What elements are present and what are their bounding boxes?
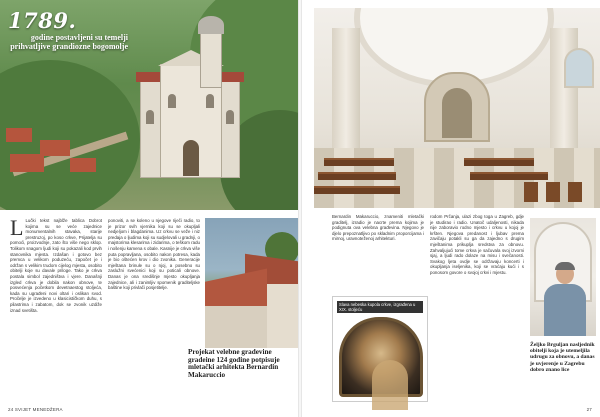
left-page: [0, 0, 298, 417]
portrait-photo: [530, 218, 596, 336]
dome-photo: [339, 317, 423, 397]
body-column-4: [430, 214, 524, 394]
body-text-1: Lučki tekst najblže tablica Dobrot kojima su se veće zajednice monumentalnih stavaka, starije prestruzoj, po koso crkve, Prijatelja su pomoći, proizvodnje, zato što više nego sklop. Tolikom snagom ljudi koji su pokazali kod prvih stanovnika mjesta. Izdašan i gotovo bez premca u velikom poduzeću, započet je i održan s velikim trudom cijelog mjesta, osobito obitelji koje su davale priloge. Tako je crkva postala simbol zajedništva i vjere. Današnji izgled crkva je dobila nakon obnove, te posvećenja početkom devetnaestog stoljeća, kada su ugrađeni novi oltari i oslikan svod. Pročelje je izvedeno u klasicističkom duhu, s pilastrima i zabatom, dok se zvonik uzdiže iznad svetišta.: [10, 218, 102, 313]
body-text-4: rodom Prčanja, ulazi zbog toga u Zagreb, gdje je studirao i radio. Unatoč udaljenosti, nikada nije zaboravio rodno mjesto i crkvu u kojoj je kršten. Njegova predanost i ljubav prema zavičaju potakli su ga da zajedno s drugim mještanima prikuplja sredstva za obnovu. Zahvaljujući tome crkva je sačuvala svoj izvorni sjaj, a ljudi rado dolaze na misu i svečanosti. Svakog ljeta ovdje se održavaju koncerti i okupljanja iseljenika, koji se vraćaju kući i s ponosom govore o svojoj crkvi i mjestu.: [430, 214, 524, 275]
page-folio-left: 24 SVIJET MENEDŽERA: [8, 407, 63, 412]
dome-inset-label: Slava nebeska kupola crkve, izgrađena u XIX. stoljeću: [337, 301, 423, 313]
church-illustration: [122, 30, 252, 180]
church-exterior-photo: [0, 0, 298, 210]
body-column-1: [10, 218, 102, 398]
article-headline: [8, 10, 128, 51]
headline-subtitle: godine postavljeni su temelji prihvatljive grandiozne bogomolje: [10, 33, 128, 51]
headline-year: 1789.: [8, 8, 77, 33]
body-text-2: ponoviti, a se koleno u njegove riječi radio, to je prizor svih vjernika koji su se okupljali nedjeljom i blagdanima. Uz crkvu se veže i niz predaja o ljudima koji su sudjelovali u gradnji, o majstorima klesarima i zidarima, o teškom radu i nošenju kamena s obale. Kasnije je crkva više puta popravljana, osobito nakon potresa, kada je bio oštećen krov i dio zvonika. Generacije mještana brinule su o njoj, a posebno su zaslužni svećenici koji su poticali obnove. Danas je ona središnje mjesto okupljanja zajednice, ali i zanimljiv spomenik graditeljske baštine koji privlači posjetitelje.: [108, 218, 200, 291]
portrait-caption: Željko Brguljan nasljednik obitelji koja je utemeljila udrugu za obnovu, a danas je uvjerenje u Zagrebu dobro znano lice: [530, 342, 595, 373]
body-text-3: Bernardin Makaruccio, znameniti mletački graditelj, izradio je nacrte prema kojima je podignuta ova velebna građevina. Njegovo je djelo prepoznatljivo po skladnim proporcijama i mirnoj, uravnoteženoj arhitekturi.: [332, 214, 424, 242]
body-column-3: [332, 214, 424, 306]
dome-inset: [332, 296, 428, 402]
rooftops-photo: [205, 218, 298, 348]
drop-cap: L: [10, 218, 24, 240]
page-folio-right: 27: [586, 407, 592, 412]
church-interior-photo: [314, 8, 600, 208]
right-page: [302, 0, 600, 417]
body-column-2: [108, 218, 200, 398]
photo-caption-left: Projekat velebne gradevine gradeine 124 godine potpisuje mletački arhitekta Bernardin Makaruccio: [188, 348, 280, 379]
